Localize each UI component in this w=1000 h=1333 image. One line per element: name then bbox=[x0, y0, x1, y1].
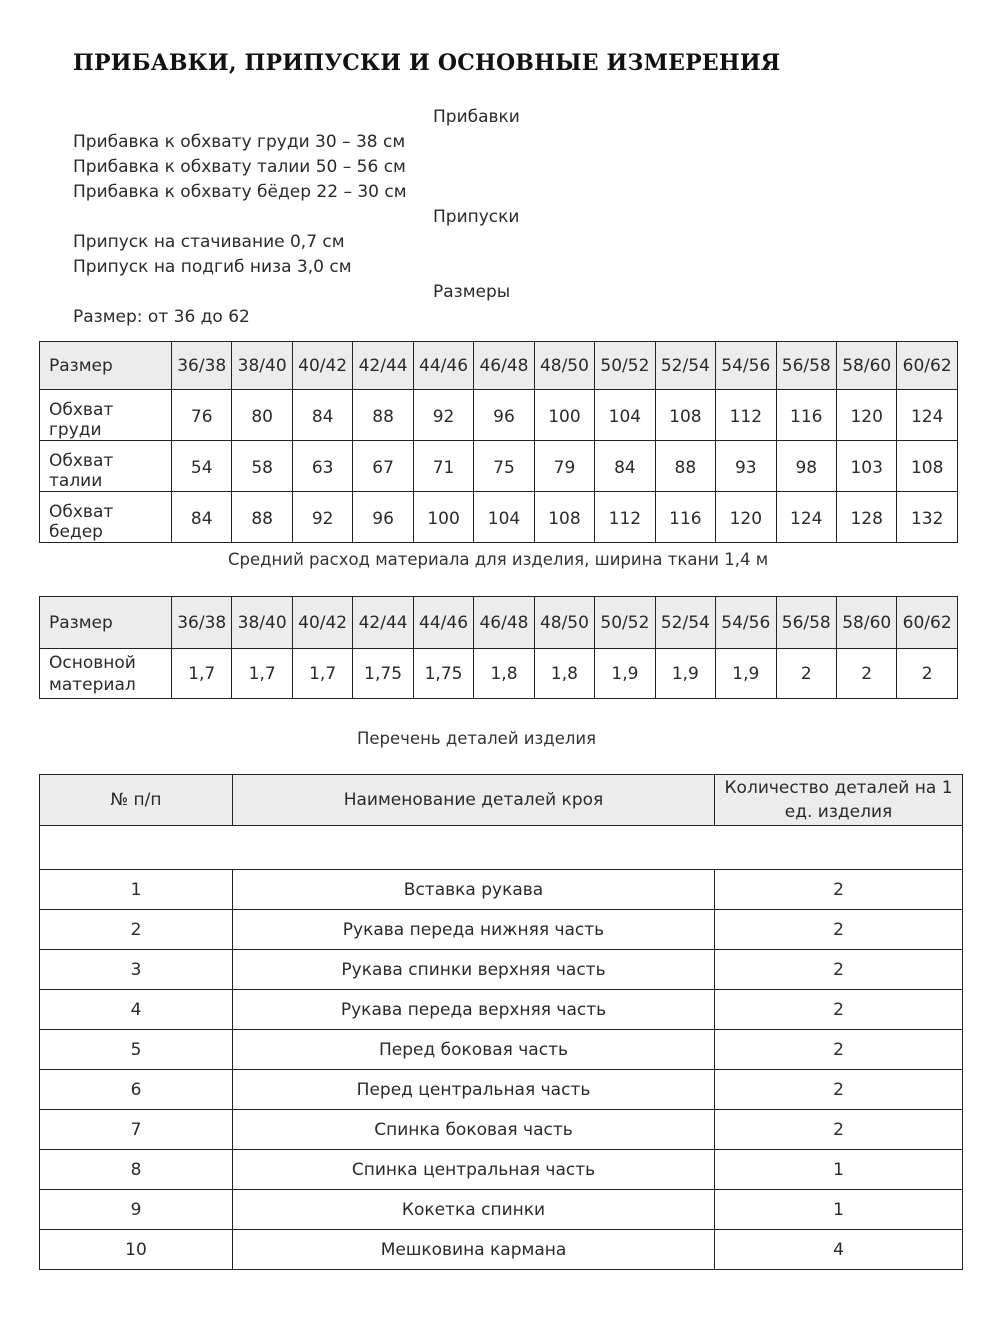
value-cell: 96 bbox=[474, 390, 534, 441]
table-row bbox=[40, 1070, 963, 1110]
value-cell: 112 bbox=[716, 390, 776, 441]
value-cell: 100 bbox=[534, 390, 594, 441]
size-header-cell: 58/60 bbox=[836, 597, 896, 649]
table-row bbox=[40, 990, 963, 1030]
table-row-chest bbox=[40, 390, 958, 441]
table-header-row bbox=[40, 597, 958, 649]
row-label bbox=[40, 649, 172, 699]
size-header-cell: 44/46 bbox=[413, 597, 473, 649]
row-label: Обхват груди bbox=[40, 390, 172, 441]
value-cell: 112 bbox=[595, 492, 655, 543]
header-num: № п/п bbox=[40, 775, 233, 826]
part-num: 8 bbox=[40, 1150, 233, 1190]
size-header-cell: 60/62 bbox=[897, 597, 957, 649]
value-cell: 132 bbox=[897, 492, 957, 543]
size-header-cell: 52/54 bbox=[655, 342, 715, 390]
value-cell: 96 bbox=[353, 492, 413, 543]
header-qty-line2: ед. изделия bbox=[784, 802, 893, 822]
value-cell: 103 bbox=[836, 441, 896, 492]
size-header-cell: 58/60 bbox=[836, 342, 896, 390]
part-name: Спинка центральная часть bbox=[233, 1150, 715, 1190]
size-header-cell: 54/56 bbox=[716, 342, 776, 390]
table-row-hips bbox=[40, 492, 958, 543]
value-cell: 1,9 bbox=[595, 649, 655, 699]
consumption-caption: Средний расход материала для изделия, ширина ткани 1,4 м bbox=[228, 550, 769, 569]
value-cell: 92 bbox=[292, 492, 352, 543]
size-header-cell: 52/54 bbox=[655, 597, 715, 649]
size-header-cell: 42/44 bbox=[353, 597, 413, 649]
size-header-cell: 42/44 bbox=[353, 342, 413, 390]
value-cell: 2 bbox=[776, 649, 836, 699]
size-header-cell: 48/50 bbox=[534, 342, 594, 390]
value-cell: 88 bbox=[232, 492, 292, 543]
row-label: Обхват талии bbox=[40, 441, 172, 492]
value-cell: 120 bbox=[716, 492, 776, 543]
part-qty: 2 bbox=[715, 990, 963, 1030]
value-cell: 63 bbox=[292, 441, 352, 492]
table-row bbox=[40, 910, 963, 950]
table-row-waist bbox=[40, 441, 958, 492]
size-header-cell: 56/58 bbox=[776, 597, 836, 649]
value-cell: 84 bbox=[172, 492, 232, 543]
part-qty: 1 bbox=[715, 1150, 963, 1190]
header-size-label: Размер bbox=[40, 597, 172, 649]
value-cell: 116 bbox=[655, 492, 715, 543]
value-cell: 124 bbox=[776, 492, 836, 543]
value-cell: 108 bbox=[897, 441, 957, 492]
size-header-cell: 40/42 bbox=[292, 597, 352, 649]
size-header-cell: 46/48 bbox=[474, 342, 534, 390]
part-qty: 2 bbox=[715, 1070, 963, 1110]
value-cell: 92 bbox=[413, 390, 473, 441]
value-cell: 2 bbox=[897, 649, 957, 699]
part-qty: 2 bbox=[715, 1030, 963, 1070]
value-cell: 1,7 bbox=[292, 649, 352, 699]
value-cell: 54 bbox=[172, 441, 232, 492]
part-num: 2 bbox=[40, 910, 233, 950]
size-header-cell: 56/58 bbox=[776, 342, 836, 390]
value-cell: 128 bbox=[836, 492, 896, 543]
seam-allowance-line-hem: Припуск на подгиб низа 3,0 см bbox=[73, 257, 352, 277]
part-name: Перед боковая часть bbox=[233, 1030, 715, 1070]
size-header-cell: 50/52 bbox=[595, 597, 655, 649]
part-name: Перед центральная часть bbox=[233, 1070, 715, 1110]
part-num: 7 bbox=[40, 1110, 233, 1150]
value-cell: 1,8 bbox=[534, 649, 594, 699]
value-cell: 124 bbox=[897, 390, 957, 441]
size-header-cell: 46/48 bbox=[474, 597, 534, 649]
header-qty bbox=[715, 775, 963, 826]
table-row bbox=[40, 870, 963, 910]
value-cell: 58 bbox=[232, 441, 292, 492]
blank-cell bbox=[40, 826, 963, 870]
part-num: 6 bbox=[40, 1070, 233, 1110]
value-cell: 1,7 bbox=[172, 649, 232, 699]
table-row bbox=[40, 950, 963, 990]
part-qty: 2 bbox=[715, 910, 963, 950]
value-cell: 84 bbox=[595, 441, 655, 492]
part-name: Кокетка спинки bbox=[233, 1190, 715, 1230]
part-num: 3 bbox=[40, 950, 233, 990]
value-cell: 1,75 bbox=[353, 649, 413, 699]
value-cell: 100 bbox=[413, 492, 473, 543]
allowance-line-chest: Прибавка к обхвату груди 30 – 38 см bbox=[73, 132, 406, 152]
value-cell: 80 bbox=[232, 390, 292, 441]
value-cell: 108 bbox=[534, 492, 594, 543]
seam-allowance-line-stitch: Припуск на стачивание 0,7 см bbox=[73, 232, 345, 252]
table-row bbox=[40, 1190, 963, 1230]
allowance-line-waist: Прибавка к обхвату талии 50 – 56 см bbox=[73, 157, 406, 177]
part-num: 4 bbox=[40, 990, 233, 1030]
row-label-line1: Основной bbox=[49, 652, 136, 673]
value-cell: 71 bbox=[413, 441, 473, 492]
part-name: Рукава переда верхняя часть bbox=[233, 990, 715, 1030]
value-cell: 84 bbox=[292, 390, 352, 441]
part-num: 10 bbox=[40, 1230, 233, 1270]
parts-caption: Перечень деталей изделия bbox=[357, 729, 597, 748]
value-cell: 93 bbox=[716, 441, 776, 492]
table-row bbox=[40, 1150, 963, 1190]
size-measurements-table bbox=[39, 341, 958, 543]
size-header-cell: 48/50 bbox=[534, 597, 594, 649]
value-cell: 88 bbox=[655, 441, 715, 492]
part-num: 1 bbox=[40, 870, 233, 910]
blank-row bbox=[40, 826, 963, 870]
header-qty-line1: Количество деталей на 1 bbox=[724, 778, 953, 798]
value-cell: 1,8 bbox=[474, 649, 534, 699]
value-cell: 120 bbox=[836, 390, 896, 441]
allowance-line-hips: Прибавка к обхвату бёдер 22 – 30 см bbox=[73, 182, 407, 202]
header-name: Наименование деталей кроя bbox=[233, 775, 715, 826]
value-cell: 98 bbox=[776, 441, 836, 492]
part-qty: 4 bbox=[715, 1230, 963, 1270]
parts-list-table bbox=[39, 774, 963, 1270]
value-cell: 104 bbox=[474, 492, 534, 543]
table-header-row bbox=[40, 775, 963, 826]
part-num: 5 bbox=[40, 1030, 233, 1070]
part-qty: 1 bbox=[715, 1190, 963, 1230]
value-cell: 88 bbox=[353, 390, 413, 441]
header-size-label: Размер bbox=[40, 342, 172, 390]
value-cell: 76 bbox=[172, 390, 232, 441]
value-cell: 104 bbox=[595, 390, 655, 441]
size-header-cell: 38/40 bbox=[232, 597, 292, 649]
seam-allowances-heading: Припуски bbox=[433, 207, 520, 227]
size-header-cell: 36/38 bbox=[172, 342, 232, 390]
allowances-heading: Прибавки bbox=[433, 107, 520, 127]
value-cell: 2 bbox=[836, 649, 896, 699]
value-cell: 67 bbox=[353, 441, 413, 492]
value-cell: 1,9 bbox=[716, 649, 776, 699]
size-header-cell: 50/52 bbox=[595, 342, 655, 390]
size-header-cell: 60/62 bbox=[897, 342, 957, 390]
value-cell: 1,7 bbox=[232, 649, 292, 699]
size-header-cell: 40/42 bbox=[292, 342, 352, 390]
material-consumption-table bbox=[39, 596, 958, 699]
value-cell: 116 bbox=[776, 390, 836, 441]
part-name: Мешковина кармана bbox=[233, 1230, 715, 1270]
size-header-cell: 36/38 bbox=[172, 597, 232, 649]
part-name: Спинка боковая часть bbox=[233, 1110, 715, 1150]
table-row-main-material bbox=[40, 649, 958, 699]
value-cell: 1,9 bbox=[655, 649, 715, 699]
value-cell: 1,75 bbox=[413, 649, 473, 699]
sizes-heading: Размеры bbox=[433, 282, 511, 302]
table-header-row bbox=[40, 342, 958, 390]
table-row bbox=[40, 1230, 963, 1270]
size-header-cell: 54/56 bbox=[716, 597, 776, 649]
page-title: ПРИБАВКИ, ПРИПУСКИ И ОСНОВНЫЕ ИЗМЕРЕНИЯ bbox=[73, 50, 781, 76]
value-cell: 79 bbox=[534, 441, 594, 492]
value-cell: 75 bbox=[474, 441, 534, 492]
part-name: Вставка рукава bbox=[233, 870, 715, 910]
size-header-cell: 38/40 bbox=[232, 342, 292, 390]
table-row bbox=[40, 1030, 963, 1070]
row-label: Обхват бедер bbox=[40, 492, 172, 543]
row-label-line2: материал bbox=[49, 674, 136, 695]
part-num: 9 bbox=[40, 1190, 233, 1230]
part-qty: 2 bbox=[715, 870, 963, 910]
table-row bbox=[40, 1110, 963, 1150]
part-name: Рукава спинки верхняя часть bbox=[233, 950, 715, 990]
part-name: Рукава переда нижняя часть bbox=[233, 910, 715, 950]
part-qty: 2 bbox=[715, 950, 963, 990]
size-range-line: Размер: от 36 до 62 bbox=[73, 307, 250, 327]
part-qty: 2 bbox=[715, 1110, 963, 1150]
value-cell: 108 bbox=[655, 390, 715, 441]
size-header-cell: 44/46 bbox=[413, 342, 473, 390]
